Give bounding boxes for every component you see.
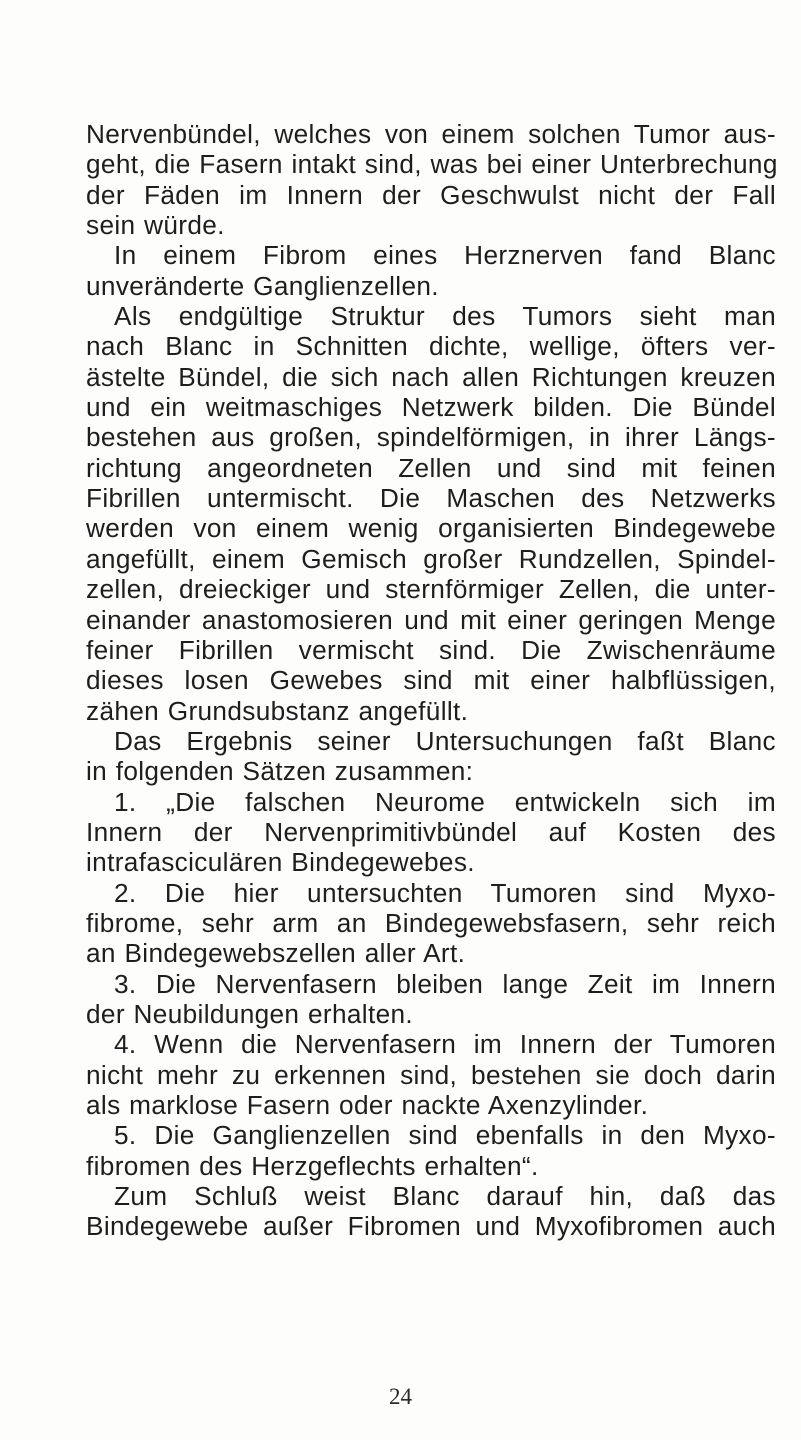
text-line: In einem Fibrom eines Herznerven fand Blanc <box>114 240 776 271</box>
text-line: Innern der Nervenprimitivbündel auf Kosten des <box>86 816 776 847</box>
text-line: ästelte Bündel, die sich nach allen Richtungen kreuzen <box>86 361 776 392</box>
text-line: nach Blanc in Schnitten dichte, wellige, öfters ver- <box>86 331 776 362</box>
text-line: 3. Die Nervenfasern bleiben lange Zeit im Innern <box>114 968 776 999</box>
text-line: angefüllt, einem Gemisch großer Rundzellen, Spindel- <box>86 543 776 574</box>
text-line: Fibrillen untermischt. Die Maschen des Netzwerks <box>86 483 776 514</box>
text-line: als marklose Fasern oder nackte Axenzylinder. <box>86 1090 649 1120</box>
text-line: zähen Grundsubstanz angefüllt. <box>86 695 469 726</box>
text-line: Als endgültige Struktur des Tumors sieht man <box>114 301 776 332</box>
text-line: feiner Fibrillen vermischt sind. Die Zwischenräume <box>86 634 776 665</box>
text-line: der Fäden im Innern der Geschwulst nicht der Fall <box>86 179 776 210</box>
text-line: zellen, dreieckiger und sternförmiger Zellen, die unter- <box>86 574 776 605</box>
text-line: richtung angeordneten Zellen und sind mit feinen <box>86 452 776 483</box>
text-line: 5. Die Ganglienzellen sind ebenfalls in den Myxo- <box>114 1120 776 1151</box>
body-text <box>86 119 776 1242</box>
text-line: dieses losen Gewebes sind mit einer halbflüssigen, <box>86 665 776 696</box>
text-line: in folgenden Sätzen zusammen: <box>86 756 474 787</box>
text-line: geht, die Fasern intakt sind, was bei einer Unterbrechung <box>86 149 778 180</box>
text-line: einander anastomosieren und mit einer geringen Menge <box>86 604 776 635</box>
text-line: Bindegewebe außer Fibromen und Myxofibromen auch <box>86 1211 776 1242</box>
text-line: fibrome, sehr arm an Bindegewebsfasern, sehr reich <box>86 907 776 938</box>
text-line: an Bindegewebszellen aller Art. <box>86 938 466 969</box>
text-line: nicht mehr zu erkennen sind, bestehen sie doch darin <box>86 1059 776 1090</box>
text-line: werden von einem wenig organisierten Bindegewebe <box>86 513 776 544</box>
text-line: der Neubildungen erhalten. <box>86 998 414 1029</box>
text-line: unveränderte Ganglienzellen. <box>86 270 439 301</box>
text-line: sein würde. <box>86 210 225 241</box>
text-line: 2. Die hier untersuchten Tumoren sind Myxo- <box>114 877 776 908</box>
text-line: 4. Wenn die Nervenfasern im Innern der Tumoren <box>114 1029 776 1060</box>
text-line: bestehen aus großen, spindelförmigen, in ihrer Längs- <box>86 422 776 453</box>
text-line: Zum Schluß weist Blanc darauf hin, daß das <box>114 1181 776 1212</box>
text-line: und ein weitmaschiges Netzwerk bilden. Die Bündel <box>86 392 776 423</box>
page-number: 24 <box>389 1384 412 1409</box>
text-line: intrafasciculären Bindegewebes. <box>86 847 475 878</box>
text-line: 1. „Die falschen Neurome entwickeln sich im <box>114 786 776 817</box>
text-line: fibromen des Herzgeflechts erhalten“. <box>86 1150 539 1181</box>
text-line: Das Ergebnis seiner Untersuchungen faßt Blanc <box>114 725 776 756</box>
text-line: Nervenbündel, welches von einem solchen Tumor aus- <box>86 119 776 149</box>
